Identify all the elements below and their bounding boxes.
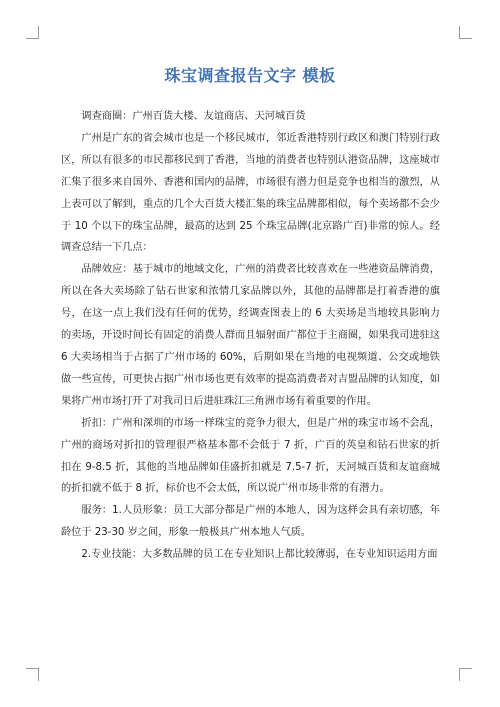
crop-mark-bottom-left <box>26 668 39 681</box>
crop-mark-top-left <box>26 26 39 39</box>
paragraph-professional-skills: 2.专业技能：大多数品牌的员工在专业知识上都比较薄弱，在专业知识运用方面 <box>81 549 438 561</box>
crop-mark-top-right <box>459 26 472 39</box>
paragraph-brand-effect: 品牌效应：基于城市的地域文化，广州的消费者比较喜欢在一些港资品牌消费，所以在各大卖场除了钻石世家和浓情几家品牌以外，其他的品牌都是打着香港的旗号，在这一点上我们没有任何的优势，经调查图表上的 6 大卖场是当地较具影响力的卖场，开设时间长有固定的消费人群而且辐射面广都位于主商圈，如果我司进驻这 6 大卖场相当于占据了广州市场的 60%，后期如果在当地的电视频道、公交或地铁做一些宣传，可更快占据广州市场也更有效率的提高消费者对吉盟品牌的认知度，如果将广州市场打开了对我司日后进驻珠江三角洲市场有着重要的作用。 <box>61 264 440 407</box>
paragraph-survey-area: 调查商圈：广州百货大楼、友谊商店、天河城百货 <box>81 111 306 122</box>
document-title: 珠宝调查报告文字 模板 <box>164 66 336 85</box>
paragraph-service: 服务：1.人员形象：员工大部分都是广州的本地人，因为这样会具有亲切感，年龄位于 23-30 岁之间，形象一般极具广州本地人气质。 <box>61 505 440 539</box>
document-body <box>61 106 440 566</box>
paragraph-intro: 广州是广东的省会城市也是一个移民城市，邻近香港特别行政区和澳门特别行政区，所以有很多的市民都移民到了香港，当地的消费者也特别认港资品牌，这座城市汇集了很多来自国外、香港和国内的品牌，市场很有潜力但是竞争也相当的激烈，从上表可以了解到，重点的几个大百货大楼汇集的珠宝品牌都相似，每个卖场都不会少于 10 个以下的珠宝品牌，最高的达到 25 个珠宝品牌(北京路广百)非常的惊人。经调查总结一下几点： <box>61 132 440 254</box>
paragraph-discount: 折扣：广州和深圳的市场一样珠宝的竞争力很大，但是广州的珠宝市场不会乱，广州的商场对折扣的管理很严格基本都不会低于 7 折，广百的英皇和钻石世家的折扣在 9-8.5 折，其他的当地品牌如佳盛折扣就是 7.5-7 折，天河城百货和友谊商城的折扣就不低于 8 折，标价也不会太低，所以说广州市场非常的有潜力。 <box>61 417 440 495</box>
crop-mark-bottom-right <box>459 668 472 681</box>
